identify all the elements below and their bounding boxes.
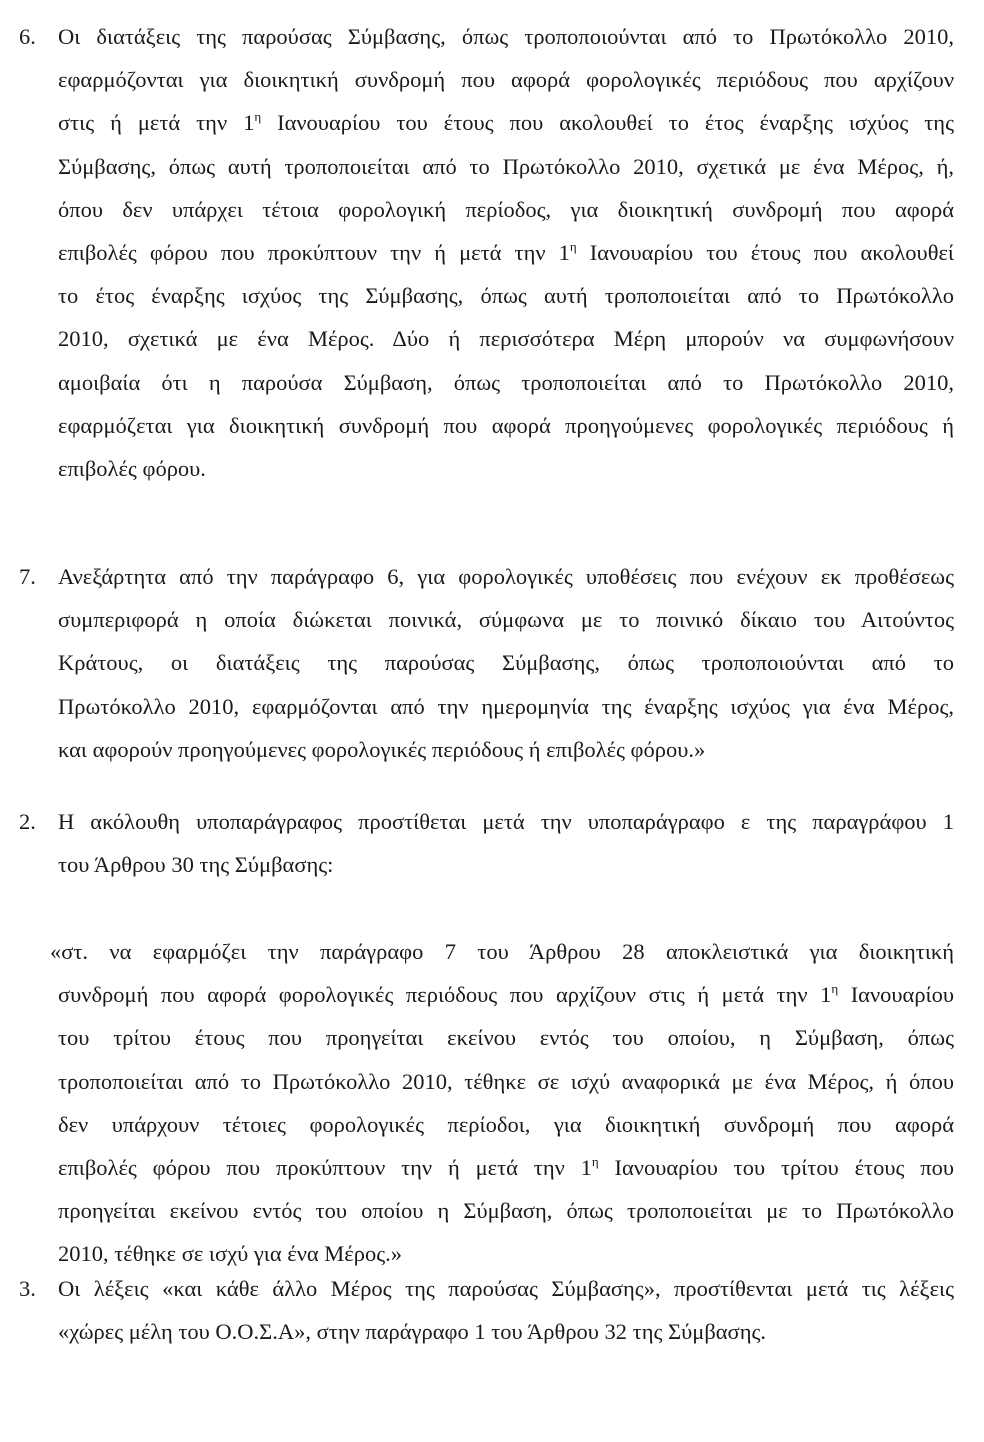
text-line: του Άρθρου 30 της Σύμβασης:	[58, 852, 334, 878]
text-line: το έτος έναρξης ισχύος της Σύμβασης, όπως αυτή τροποποιείται από το Πρωτόκολλο	[58, 283, 954, 309]
text-segment: Ιανουαρίου του έτους που ακολουθεί το έτος έναρξης ισχύος της	[261, 110, 954, 136]
text-segment: Ιανουαρίου του έτους που ακολουθεί	[576, 240, 954, 265]
text-line: του τρίτου έτους που προηγείται εκείνου εντός του οποίου, η Σύμβαση, όπως	[58, 1025, 954, 1051]
text-line	[58, 108, 954, 138]
paragraph-number: 2.	[19, 809, 36, 834]
text-line: «χώρες μέλη του Ο.Ο.Σ.Α», στην παράγραφο 1 του Άρθρου 32 της Σύμβασης.	[58, 1319, 766, 1345]
ordinal-superscript: η	[254, 109, 262, 125]
text-segment: επιβολές φόρου που προκύπτουν την ή μετά την 1	[58, 1155, 592, 1180]
text-line: Σύμβασης, όπως αυτή τροποποιείται από το Πρωτόκολλο 2010, σχετικά με ένα Μέρος, ή,	[58, 153, 954, 179]
text-line	[58, 1153, 954, 1183]
paragraph-number: 3.	[19, 1276, 36, 1301]
text-line: εφαρμόζεται για διοικητική συνδρομή που αφορά προηγούμενες φορολογικές περιόδους ή	[58, 412, 954, 438]
text-line: τροποποιείται από το Πρωτόκολλο 2010, τέθηκε σε ισχύ αναφορικά με ένα Μέρος, ή όπου	[58, 1068, 954, 1094]
text-line: 2010, σχετικά με ένα Μέρος. Δύο ή περισσότερα Μέρη μπορούν να συμφωνήσουν	[58, 326, 954, 352]
text-line: προηγείται εκείνου εντός του οποίου η Σύμβαση, όπως τροποποιείται με το Πρωτόκολλο	[58, 1198, 954, 1224]
text-line: και αφορούν προηγούμενες φορολογικές περιόδους ή επιβολές φόρου.»	[58, 736, 706, 762]
text-line	[58, 980, 954, 1010]
text-line	[58, 238, 954, 268]
text-line: συμπεριφορά η οποία διώκεται ποινικά, σύμφωνα με το ποινικό δίκαιο του Αιτούντος	[58, 607, 954, 633]
text-line: Οι διατάξεις της παρούσας Σύμβασης, όπως τροποποιούνται από το Πρωτόκολλο 2010,	[58, 24, 954, 49]
text-line: «στ. να εφαρμόζει την παράγραφο 7 του Άρθρου 28 αποκλειστικά για διοικητική	[50, 939, 954, 964]
text-segment: στις ή μετά την 1	[58, 110, 255, 136]
text-line: επιβολές φόρου.	[58, 456, 206, 481]
text-line: όπου δεν υπάρχει τέτοια φορολογική περίοδος, για διοικητική συνδρομή που αφορά	[58, 196, 954, 222]
text-line: αμοιβαία ότι η παρούσα Σύμβαση, όπως τροποποιείται από το Πρωτόκολλο 2010,	[58, 369, 954, 395]
text-segment: συνδρομή που αφορά φορολογικές περιόδους που αρχίζουν στις ή μετά την 1	[58, 982, 832, 1008]
text-line: 2010, τέθηκε σε ισχύ για ένα Μέρος.»	[58, 1241, 402, 1267]
paragraph-number: 6.	[19, 24, 36, 49]
ordinal-superscript: η	[831, 981, 839, 997]
ordinal-superscript: η	[591, 1154, 599, 1169]
text-segment: Ιανουαρίου	[838, 982, 954, 1008]
text-line: Πρωτόκολλο 2010, εφαρμόζονται από την ημερομηνία της έναρξης ισχύος για ένα Μέρος,	[58, 693, 954, 719]
paragraph-number: 7.	[19, 564, 36, 589]
ordinal-superscript: η	[569, 239, 577, 254]
text-line: δεν υπάρχουν τέτοιες φορολογικές περίοδοι, για διοικητική συνδρομή που αφορά	[58, 1111, 954, 1137]
text-line: Οι λέξεις «και κάθε άλλο Μέρος της παρούσας Σύμβασης», προστίθενται μετά τις λέξεις	[58, 1276, 954, 1301]
text-segment: Ιανουαρίου του τρίτου έτους που	[598, 1155, 954, 1180]
text-line: Κράτους, οι διατάξεις της παρούσας Σύμβασης, όπως τροποποιούνται από το	[58, 650, 954, 676]
text-line: Η ακόλουθη υποπαράγραφος προστίθεται μετά την υποπαράγραφο ε της παραγράφου 1	[58, 809, 954, 834]
text-line: Ανεξάρτητα από την παράγραφο 6, για φορολογικές υποθέσεις που ενέχουν εκ προθέσεως	[58, 564, 954, 589]
text-line: εφαρμόζονται για διοικητική συνδρομή που αφορά φορολογικές περιόδους που αρχίζουν	[58, 67, 954, 93]
text-segment: επιβολές φόρου που προκύπτουν την ή μετά την 1	[58, 240, 570, 265]
